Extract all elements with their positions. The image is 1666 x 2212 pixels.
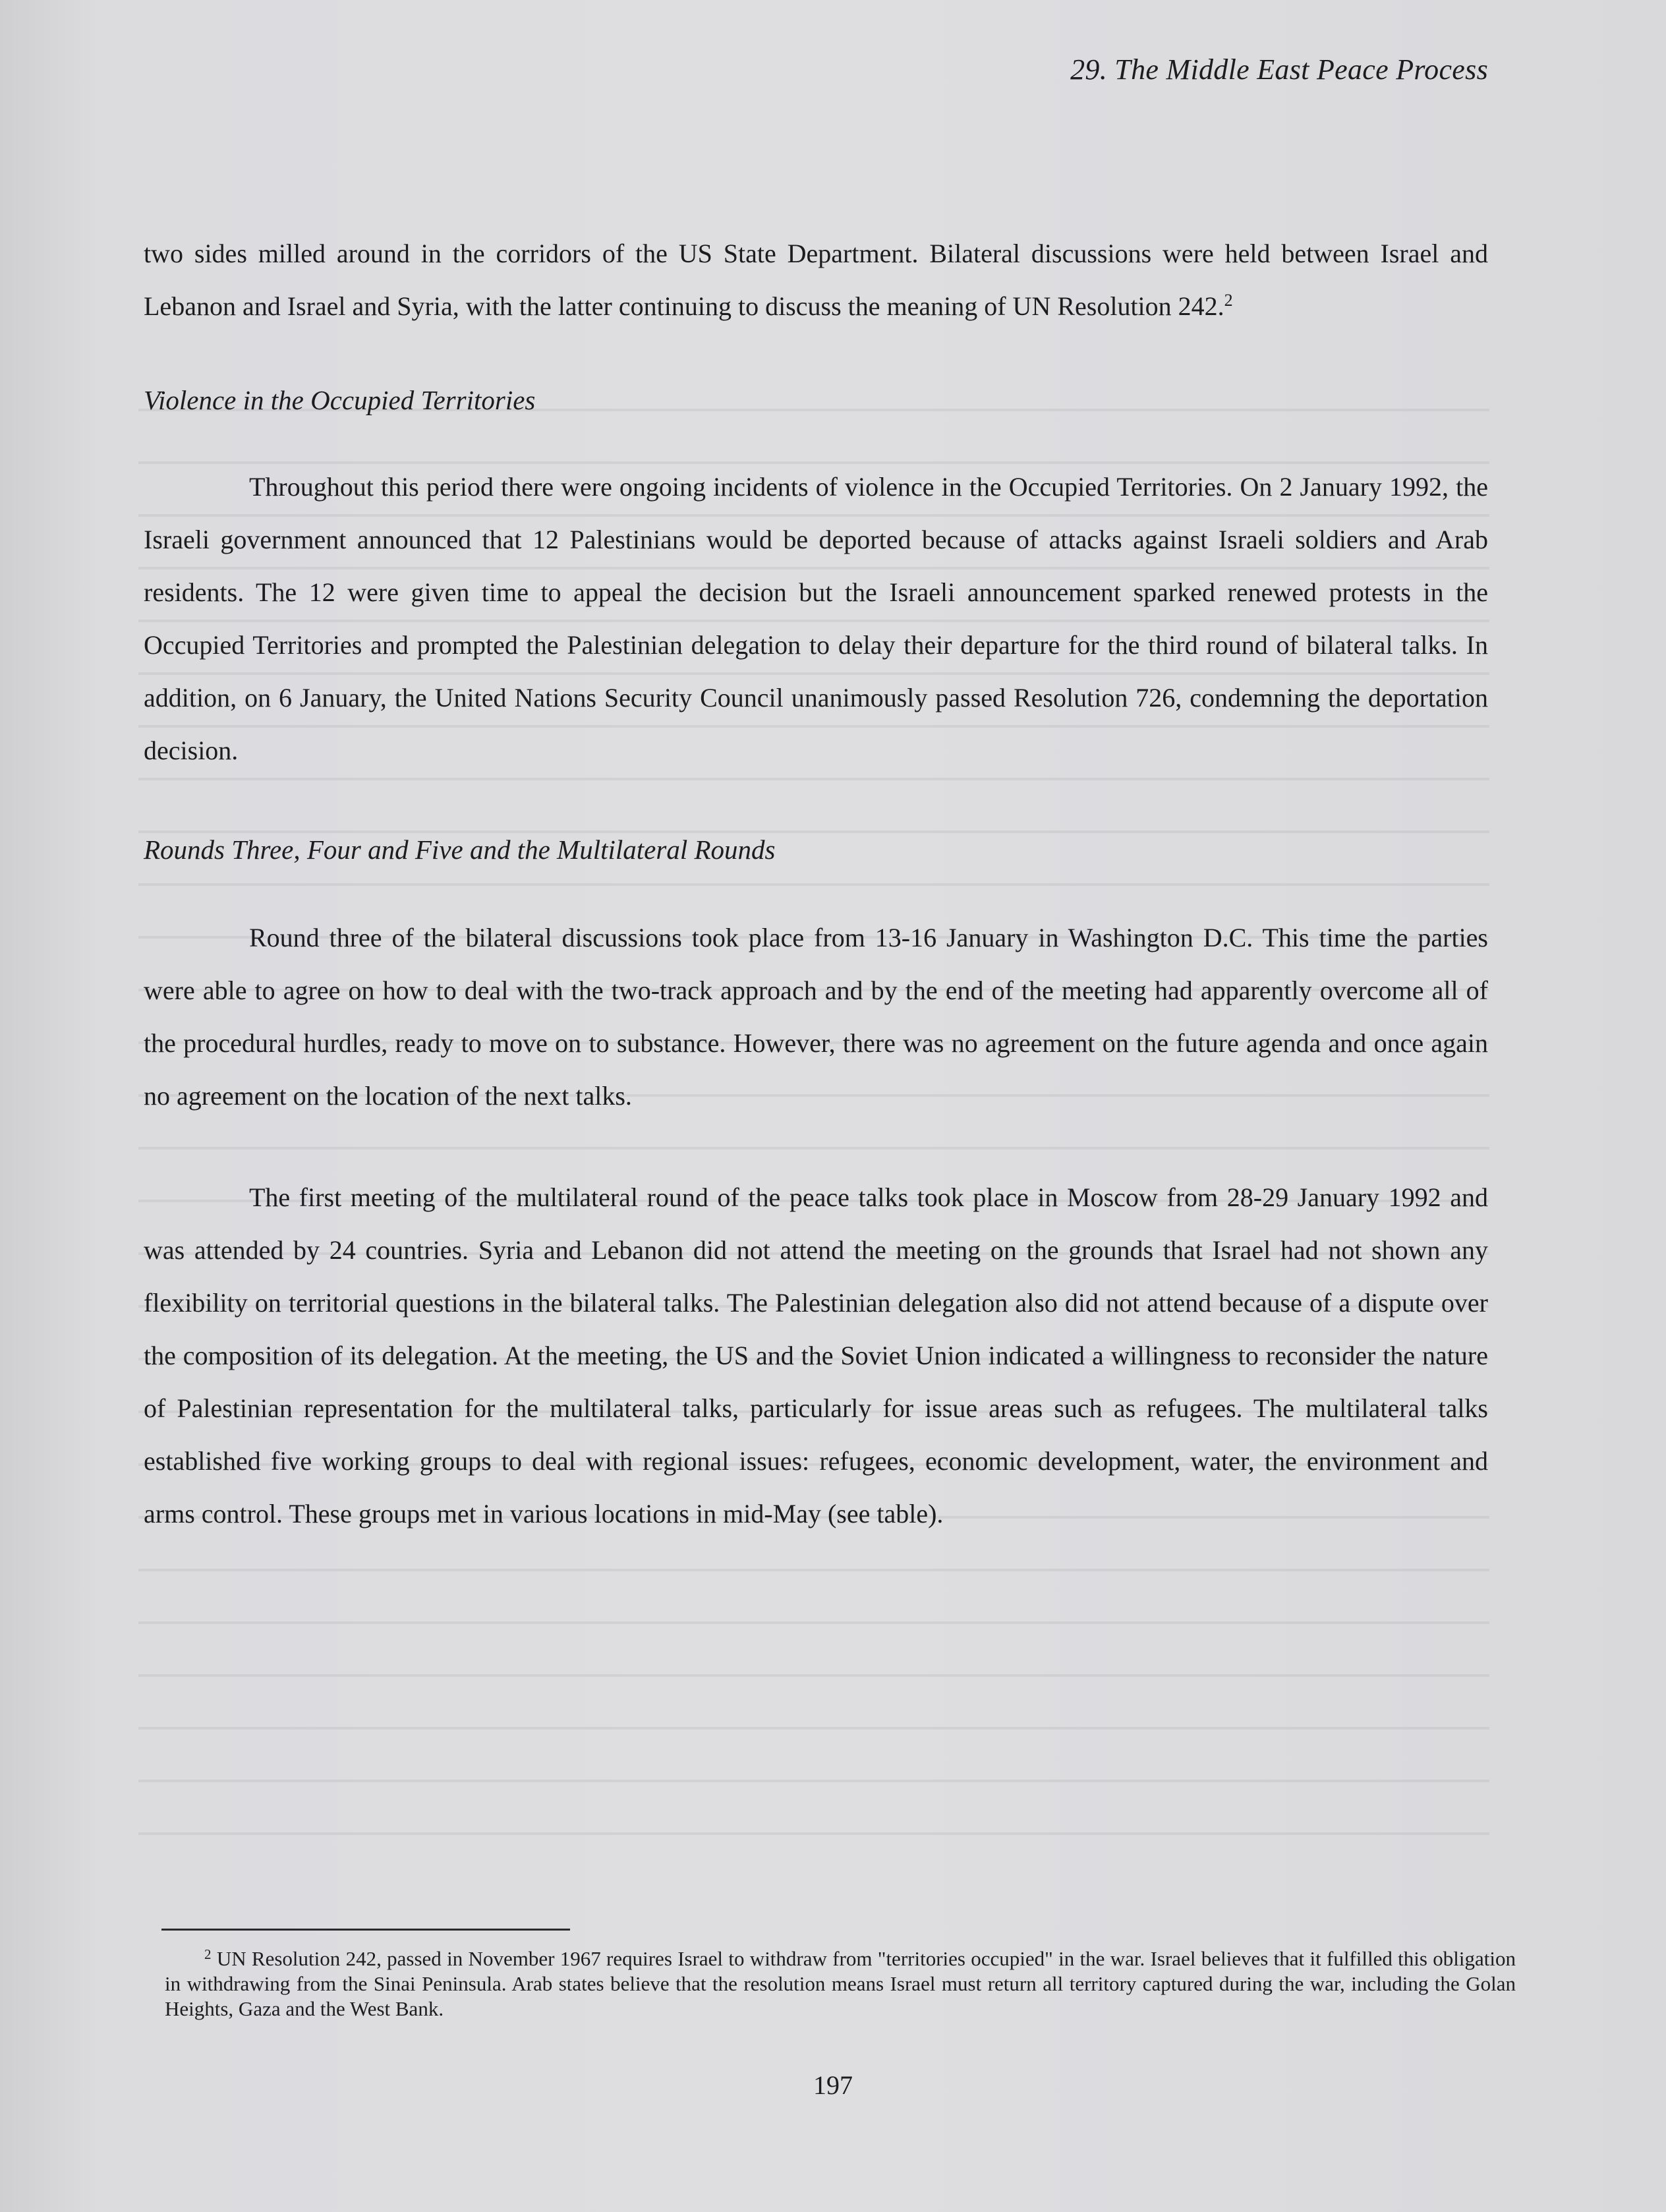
footnote-divider bbox=[161, 1929, 570, 1931]
footnote-marker: 2 bbox=[204, 1946, 212, 1962]
body-text bbox=[144, 227, 1488, 1540]
page-number: 197 bbox=[813, 2070, 853, 2100]
section-heading-violence: Violence in the Occupied Territories bbox=[144, 385, 536, 415]
violence-paragraph: Throughout this period there were ongoing incidents of violence in the Occupied Territories. On 2 January 1992, the Israeli government announced that 12 Palestinians would be deported because of attacks against Israeli soldiers and Arab residents. The 12 were given time to appeal the decision but the Israeli announcement sparked renewed protests in the Occupied Territories and prompted the Palestinian delegation to delay their departure for the third round of bilateral talks. In addition, on 6 January, the United Nations Security Council unanimously passed Resolution 726, condemning the deportation decision. bbox=[144, 472, 1488, 765]
section-heading-rounds: Rounds Three, Four and Five and the Multilateral Rounds bbox=[144, 834, 776, 865]
running-header: 29. The Middle East Peace Process bbox=[1070, 53, 1488, 86]
footnote-text: UN Resolution 242, passed in November 1967 requires Israel to withdraw from "territories occupied" in the war. Israel believes that it fulfilled this obligation in withdrawing from the Sinai Peninsula. Arab states believe that the resolution means Israel must return all territory captured during the war, including the Golan Heights, Gaza and the West Bank. bbox=[165, 1947, 1516, 2020]
footnote bbox=[165, 1946, 1516, 2022]
intro-text: two sides milled around in the corridors of the US State Department. Bilateral discussions were held between Israel and Lebanon and Israel and Syria, with the latter continuing to discuss the meaning of UN Resolution 242. bbox=[144, 239, 1488, 321]
round-three-paragraph: Round three of the bilateral discussions took place from 13-16 January in Washington D.C. This time the parties were able to agree on how to deal with the two-track approach and by the end of the meeting had apparently overcome all of the procedural hurdles, ready to move on to substance. However, there was no agreement on the future agenda and once again no agreement on the location of the next talks. bbox=[144, 923, 1488, 1111]
footnote-reference: 2 bbox=[1224, 291, 1233, 310]
intro-paragraph bbox=[144, 227, 1488, 333]
multilateral-paragraph: The first meeting of the multilateral round of the peace talks took place in Moscow from 28-29 January 1992 and was attended by 24 countries. Syria and Lebanon did not attend the meeting on the grounds that Israel had not shown any flexibility on territorial questions in the bilateral talks. The Palestinian delegation also did not attend because of a dispute over the composition of its delegation. At the meeting, the US and the Soviet Union indicated a willingness to reconsider the nature of Palestinian representation for the multilateral talks, particularly for issue areas such as refugees. The multilateral talks established five working groups to deal with regional issues: refugees, economic development, water, the environment and arms control. These groups met in various locations in mid-May (see table). bbox=[144, 1182, 1488, 1528]
